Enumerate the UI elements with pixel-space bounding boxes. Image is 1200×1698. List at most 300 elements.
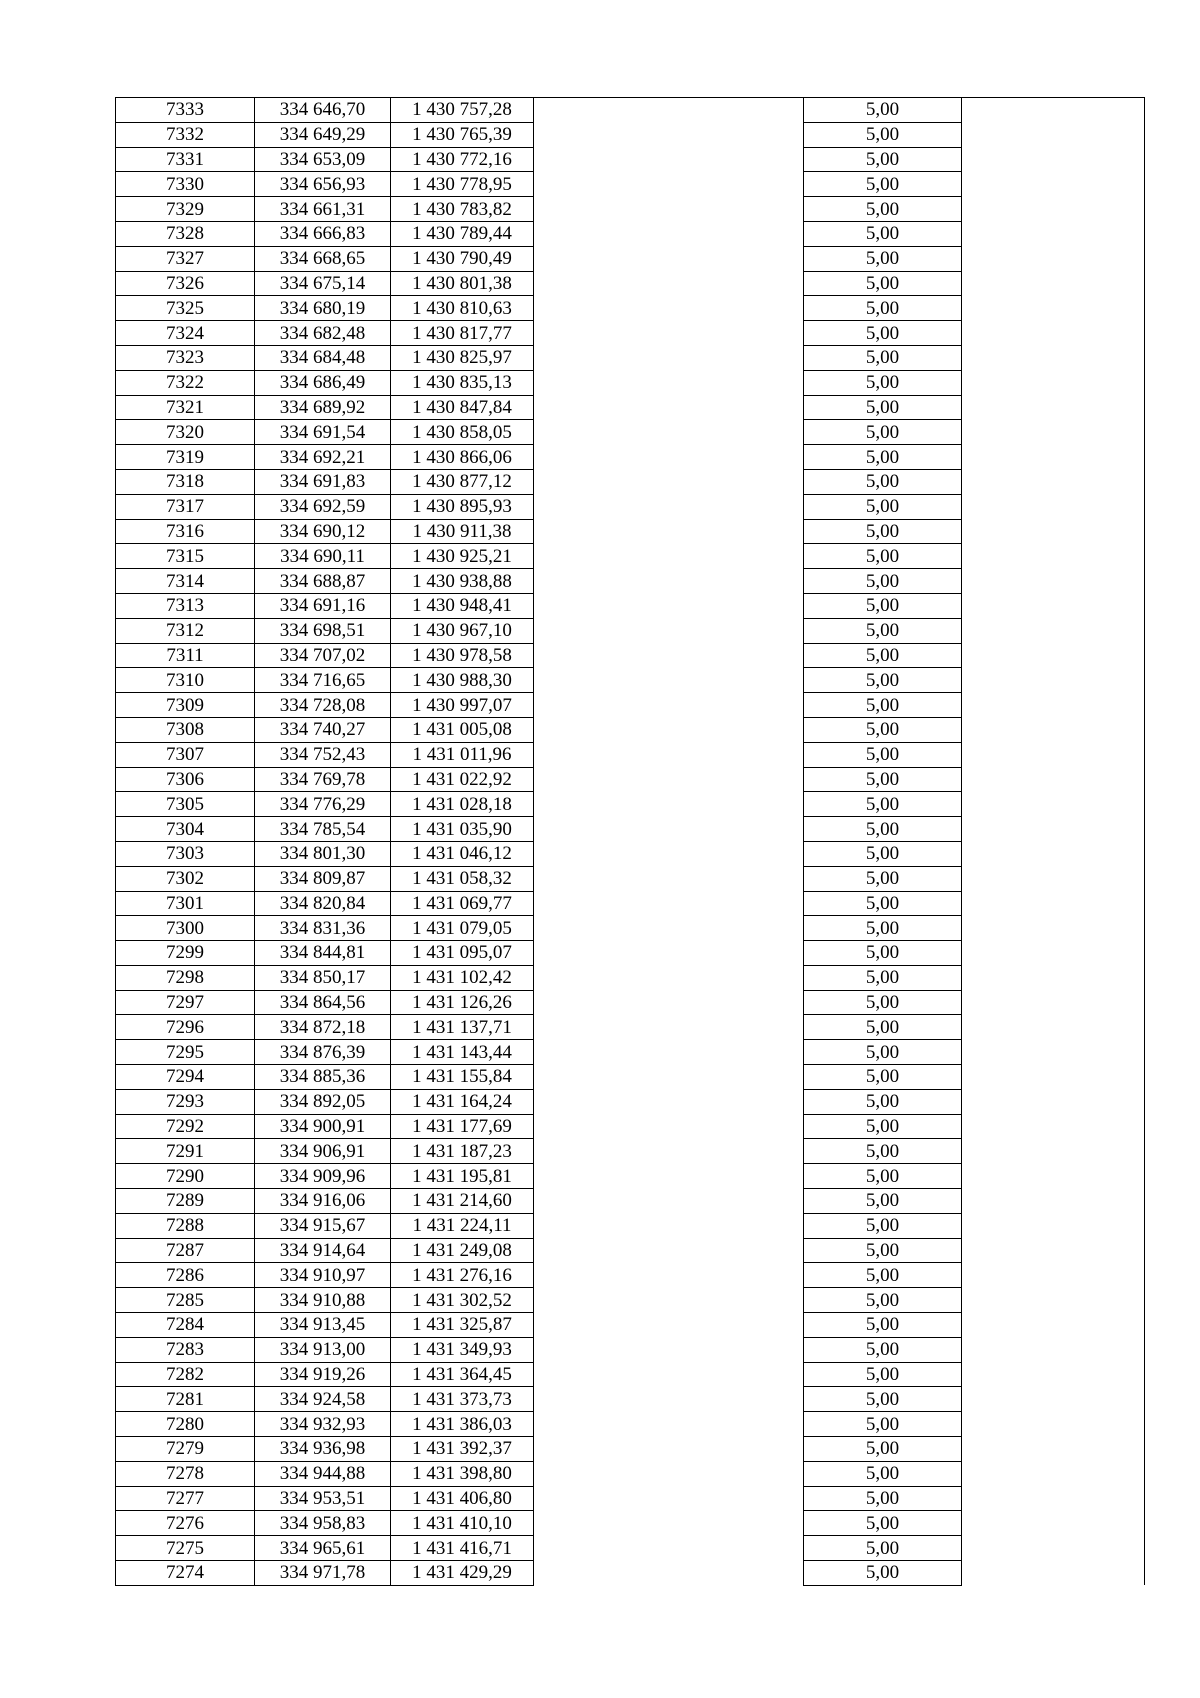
empty-cell	[962, 246, 1145, 271]
y-coordinate-cell: 1 431 079,05	[391, 916, 534, 941]
x-coordinate-cell: 334 844,81	[255, 941, 391, 966]
empty-cell	[962, 1387, 1145, 1412]
x-coordinate-cell: 334 656,93	[255, 172, 391, 197]
table-row	[116, 1486, 1145, 1511]
value-cell: 5,00	[804, 668, 962, 693]
empty-cell	[534, 1238, 804, 1263]
value-cell: 5,00	[804, 122, 962, 147]
table-row	[116, 494, 1145, 519]
x-coordinate-cell: 334 910,88	[255, 1288, 391, 1313]
y-coordinate-cell: 1 430 866,06	[391, 445, 534, 470]
y-coordinate-cell: 1 431 249,08	[391, 1238, 534, 1263]
point-number-cell: 7313	[116, 593, 255, 618]
empty-cell	[534, 1536, 804, 1561]
empty-cell	[534, 221, 804, 246]
empty-cell	[534, 841, 804, 866]
empty-cell	[962, 941, 1145, 966]
empty-cell	[534, 990, 804, 1015]
empty-cell	[534, 891, 804, 916]
empty-cell	[962, 767, 1145, 792]
x-coordinate-cell: 334 691,83	[255, 469, 391, 494]
y-coordinate-cell: 1 431 214,60	[391, 1189, 534, 1214]
y-coordinate-cell: 1 430 817,77	[391, 321, 534, 346]
x-coordinate-cell: 334 850,17	[255, 965, 391, 990]
empty-cell	[534, 1139, 804, 1164]
y-coordinate-cell: 1 431 028,18	[391, 792, 534, 817]
value-cell: 5,00	[804, 321, 962, 346]
table-row	[116, 1561, 1145, 1586]
x-coordinate-cell: 334 801,30	[255, 841, 391, 866]
table-row	[116, 817, 1145, 842]
coordinates-sheet	[115, 97, 1144, 1586]
point-number-cell: 7318	[116, 469, 255, 494]
table-row	[116, 965, 1145, 990]
value-cell: 5,00	[804, 1089, 962, 1114]
empty-cell	[534, 246, 804, 271]
empty-cell	[534, 345, 804, 370]
x-coordinate-cell: 334 885,36	[255, 1065, 391, 1090]
point-number-cell: 7288	[116, 1213, 255, 1238]
x-coordinate-cell: 334 680,19	[255, 296, 391, 321]
value-cell: 5,00	[804, 767, 962, 792]
empty-cell	[962, 643, 1145, 668]
y-coordinate-cell: 1 430 988,30	[391, 668, 534, 693]
value-cell: 5,00	[804, 891, 962, 916]
x-coordinate-cell: 334 692,21	[255, 445, 391, 470]
empty-cell	[534, 519, 804, 544]
empty-cell	[534, 916, 804, 941]
value-cell: 5,00	[804, 271, 962, 296]
value-cell: 5,00	[804, 990, 962, 1015]
value-cell: 5,00	[804, 693, 962, 718]
point-number-cell: 7319	[116, 445, 255, 470]
point-number-cell: 7320	[116, 420, 255, 445]
y-coordinate-cell: 1 431 224,11	[391, 1213, 534, 1238]
empty-cell	[534, 122, 804, 147]
empty-cell	[962, 1486, 1145, 1511]
table-row	[116, 1337, 1145, 1362]
empty-cell	[534, 693, 804, 718]
empty-cell	[534, 1486, 804, 1511]
x-coordinate-cell: 334 649,29	[255, 122, 391, 147]
table-row	[116, 445, 1145, 470]
table-row	[116, 1288, 1145, 1313]
point-number-cell: 7299	[116, 941, 255, 966]
y-coordinate-cell: 1 430 783,82	[391, 197, 534, 222]
value-cell: 5,00	[804, 98, 962, 123]
point-number-cell: 7333	[116, 98, 255, 123]
table-row	[116, 98, 1145, 123]
point-number-cell: 7300	[116, 916, 255, 941]
empty-cell	[534, 1461, 804, 1486]
table-row	[116, 370, 1145, 395]
y-coordinate-cell: 1 431 126,26	[391, 990, 534, 1015]
x-coordinate-cell: 334 740,27	[255, 717, 391, 742]
point-number-cell: 7285	[116, 1288, 255, 1313]
y-coordinate-cell: 1 431 046,12	[391, 841, 534, 866]
value-cell: 5,00	[804, 965, 962, 990]
y-coordinate-cell: 1 431 406,80	[391, 1486, 534, 1511]
empty-cell	[534, 395, 804, 420]
value-cell: 5,00	[804, 1387, 962, 1412]
value-cell: 5,00	[804, 1189, 962, 1214]
value-cell: 5,00	[804, 1337, 962, 1362]
empty-cell	[962, 1362, 1145, 1387]
x-coordinate-cell: 334 689,92	[255, 395, 391, 420]
empty-cell	[534, 817, 804, 842]
y-coordinate-cell: 1 430 911,38	[391, 519, 534, 544]
empty-cell	[962, 792, 1145, 817]
empty-cell	[534, 1561, 804, 1586]
value-cell: 5,00	[804, 817, 962, 842]
empty-cell	[534, 147, 804, 172]
table-row	[116, 742, 1145, 767]
point-number-cell: 7327	[116, 246, 255, 271]
empty-cell	[534, 1437, 804, 1462]
value-cell: 5,00	[804, 792, 962, 817]
x-coordinate-cell: 334 820,84	[255, 891, 391, 916]
point-number-cell: 7294	[116, 1065, 255, 1090]
x-coordinate-cell: 334 910,97	[255, 1263, 391, 1288]
empty-cell	[534, 172, 804, 197]
point-number-cell: 7328	[116, 221, 255, 246]
value-cell: 5,00	[804, 717, 962, 742]
table-row	[116, 420, 1145, 445]
y-coordinate-cell: 1 430 790,49	[391, 246, 534, 271]
empty-cell	[534, 271, 804, 296]
x-coordinate-cell: 334 688,87	[255, 569, 391, 594]
empty-cell	[962, 221, 1145, 246]
table-row	[116, 1263, 1145, 1288]
value-cell: 5,00	[804, 1461, 962, 1486]
y-coordinate-cell: 1 431 276,16	[391, 1263, 534, 1288]
y-coordinate-cell: 1 430 772,16	[391, 147, 534, 172]
x-coordinate-cell: 334 919,26	[255, 1362, 391, 1387]
table-row	[116, 1313, 1145, 1338]
point-number-cell: 7295	[116, 1040, 255, 1065]
x-coordinate-cell: 334 831,36	[255, 916, 391, 941]
value-cell: 5,00	[804, 618, 962, 643]
empty-cell	[534, 1015, 804, 1040]
point-number-cell: 7292	[116, 1114, 255, 1139]
empty-cell	[962, 668, 1145, 693]
empty-cell	[534, 1313, 804, 1338]
x-coordinate-cell: 334 690,11	[255, 544, 391, 569]
table-row	[116, 1189, 1145, 1214]
x-coordinate-cell: 334 690,12	[255, 519, 391, 544]
y-coordinate-cell: 1 431 095,07	[391, 941, 534, 966]
point-number-cell: 7289	[116, 1189, 255, 1214]
point-number-cell: 7304	[116, 817, 255, 842]
empty-cell	[962, 172, 1145, 197]
x-coordinate-cell: 334 913,45	[255, 1313, 391, 1338]
value-cell: 5,00	[804, 197, 962, 222]
empty-cell	[534, 98, 804, 123]
empty-cell	[962, 1313, 1145, 1338]
value-cell: 5,00	[804, 1536, 962, 1561]
y-coordinate-cell: 1 431 177,69	[391, 1114, 534, 1139]
table-row	[116, 1114, 1145, 1139]
empty-cell	[534, 197, 804, 222]
empty-cell	[962, 321, 1145, 346]
value-cell: 5,00	[804, 296, 962, 321]
value-cell: 5,00	[804, 1313, 962, 1338]
value-cell: 5,00	[804, 519, 962, 544]
empty-cell	[962, 271, 1145, 296]
empty-cell	[534, 494, 804, 519]
table-row	[116, 643, 1145, 668]
y-coordinate-cell: 1 430 978,58	[391, 643, 534, 668]
x-coordinate-cell: 334 906,91	[255, 1139, 391, 1164]
point-number-cell: 7283	[116, 1337, 255, 1362]
value-cell: 5,00	[804, 643, 962, 668]
y-coordinate-cell: 1 430 765,39	[391, 122, 534, 147]
empty-cell	[962, 990, 1145, 1015]
empty-cell	[962, 445, 1145, 470]
point-number-cell: 7311	[116, 643, 255, 668]
table-row	[116, 841, 1145, 866]
value-cell: 5,00	[804, 1213, 962, 1238]
x-coordinate-cell: 334 692,59	[255, 494, 391, 519]
y-coordinate-cell: 1 431 058,32	[391, 866, 534, 891]
x-coordinate-cell: 334 872,18	[255, 1015, 391, 1040]
empty-cell	[962, 1412, 1145, 1437]
empty-cell	[962, 866, 1145, 891]
empty-cell	[962, 593, 1145, 618]
table-row	[116, 1412, 1145, 1437]
table-row	[116, 569, 1145, 594]
table-row	[116, 1015, 1145, 1040]
empty-cell	[962, 891, 1145, 916]
empty-cell	[534, 445, 804, 470]
point-number-cell: 7291	[116, 1139, 255, 1164]
value-cell: 5,00	[804, 593, 962, 618]
empty-cell	[962, 1065, 1145, 1090]
y-coordinate-cell: 1 430 825,97	[391, 345, 534, 370]
empty-cell	[962, 370, 1145, 395]
table-row	[116, 717, 1145, 742]
empty-cell	[534, 1387, 804, 1412]
empty-cell	[962, 817, 1145, 842]
point-number-cell: 7286	[116, 1263, 255, 1288]
table-row	[116, 271, 1145, 296]
y-coordinate-cell: 1 430 847,84	[391, 395, 534, 420]
value-cell: 5,00	[804, 1288, 962, 1313]
point-number-cell: 7309	[116, 693, 255, 718]
empty-cell	[534, 767, 804, 792]
empty-cell	[962, 1189, 1145, 1214]
x-coordinate-cell: 334 953,51	[255, 1486, 391, 1511]
x-coordinate-cell: 334 707,02	[255, 643, 391, 668]
x-coordinate-cell: 334 971,78	[255, 1561, 391, 1586]
x-coordinate-cell: 334 776,29	[255, 792, 391, 817]
empty-cell	[534, 1213, 804, 1238]
point-number-cell: 7281	[116, 1387, 255, 1412]
value-cell: 5,00	[804, 1164, 962, 1189]
empty-cell	[534, 717, 804, 742]
point-number-cell: 7275	[116, 1536, 255, 1561]
empty-cell	[534, 643, 804, 668]
value-cell: 5,00	[804, 420, 962, 445]
empty-cell	[962, 742, 1145, 767]
point-number-cell: 7321	[116, 395, 255, 420]
empty-cell	[962, 420, 1145, 445]
point-number-cell: 7276	[116, 1511, 255, 1536]
table-row	[116, 1437, 1145, 1462]
value-cell: 5,00	[804, 221, 962, 246]
x-coordinate-cell: 334 661,31	[255, 197, 391, 222]
empty-cell	[534, 1362, 804, 1387]
table-row	[116, 1536, 1145, 1561]
x-coordinate-cell: 334 686,49	[255, 370, 391, 395]
point-number-cell: 7279	[116, 1437, 255, 1462]
empty-cell	[962, 1089, 1145, 1114]
empty-cell	[534, 941, 804, 966]
y-coordinate-cell: 1 431 022,92	[391, 767, 534, 792]
empty-cell	[534, 469, 804, 494]
point-number-cell: 7284	[116, 1313, 255, 1338]
x-coordinate-cell: 334 944,88	[255, 1461, 391, 1486]
empty-cell	[962, 569, 1145, 594]
empty-cell	[534, 1189, 804, 1214]
value-cell: 5,00	[804, 1486, 962, 1511]
y-coordinate-cell: 1 430 778,95	[391, 172, 534, 197]
empty-cell	[534, 1114, 804, 1139]
table-row	[116, 990, 1145, 1015]
x-coordinate-cell: 334 909,96	[255, 1164, 391, 1189]
table-row	[116, 1387, 1145, 1412]
table-row	[116, 172, 1145, 197]
empty-cell	[962, 717, 1145, 742]
empty-cell	[962, 1511, 1145, 1536]
table-row	[116, 519, 1145, 544]
table-row	[116, 395, 1145, 420]
point-number-cell: 7278	[116, 1461, 255, 1486]
value-cell: 5,00	[804, 544, 962, 569]
point-number-cell: 7323	[116, 345, 255, 370]
point-number-cell: 7324	[116, 321, 255, 346]
x-coordinate-cell: 334 682,48	[255, 321, 391, 346]
value-cell: 5,00	[804, 370, 962, 395]
point-number-cell: 7322	[116, 370, 255, 395]
y-coordinate-cell: 1 430 801,38	[391, 271, 534, 296]
point-number-cell: 7326	[116, 271, 255, 296]
value-cell: 5,00	[804, 1238, 962, 1263]
table-row	[116, 891, 1145, 916]
point-number-cell: 7314	[116, 569, 255, 594]
table-row	[116, 1139, 1145, 1164]
y-coordinate-cell: 1 431 392,37	[391, 1437, 534, 1462]
value-cell: 5,00	[804, 1015, 962, 1040]
empty-cell	[962, 147, 1145, 172]
empty-cell	[962, 1263, 1145, 1288]
empty-cell	[534, 1065, 804, 1090]
x-coordinate-cell: 334 668,65	[255, 246, 391, 271]
empty-cell	[962, 1461, 1145, 1486]
x-coordinate-cell: 334 965,61	[255, 1536, 391, 1561]
empty-cell	[962, 1015, 1145, 1040]
table-row	[116, 916, 1145, 941]
table-row	[116, 345, 1145, 370]
empty-cell	[534, 1511, 804, 1536]
y-coordinate-cell: 1 431 155,84	[391, 1065, 534, 1090]
value-cell: 5,00	[804, 941, 962, 966]
x-coordinate-cell: 334 913,00	[255, 1337, 391, 1362]
x-coordinate-cell: 334 914,64	[255, 1238, 391, 1263]
table-row	[116, 1065, 1145, 1090]
value-cell: 5,00	[804, 1412, 962, 1437]
empty-cell	[534, 866, 804, 891]
point-number-cell: 7298	[116, 965, 255, 990]
y-coordinate-cell: 1 430 925,21	[391, 544, 534, 569]
x-coordinate-cell: 334 809,87	[255, 866, 391, 891]
x-coordinate-cell: 334 916,06	[255, 1189, 391, 1214]
point-number-cell: 7312	[116, 618, 255, 643]
point-number-cell: 7280	[116, 1412, 255, 1437]
x-coordinate-cell: 334 698,51	[255, 618, 391, 643]
table-row	[116, 1461, 1145, 1486]
empty-cell	[962, 469, 1145, 494]
x-coordinate-cell: 334 785,54	[255, 817, 391, 842]
value-cell: 5,00	[804, 569, 962, 594]
value-cell: 5,00	[804, 147, 962, 172]
empty-cell	[962, 494, 1145, 519]
x-coordinate-cell: 334 716,65	[255, 668, 391, 693]
empty-cell	[534, 544, 804, 569]
table-row	[116, 1164, 1145, 1189]
point-number-cell: 7308	[116, 717, 255, 742]
point-number-cell: 7332	[116, 122, 255, 147]
x-coordinate-cell: 334 915,67	[255, 1213, 391, 1238]
y-coordinate-cell: 1 431 143,44	[391, 1040, 534, 1065]
y-coordinate-cell: 1 430 997,07	[391, 693, 534, 718]
empty-cell	[962, 1288, 1145, 1313]
x-coordinate-cell: 334 728,08	[255, 693, 391, 718]
table-row	[116, 544, 1145, 569]
empty-cell	[962, 1213, 1145, 1238]
value-cell: 5,00	[804, 172, 962, 197]
x-coordinate-cell: 334 876,39	[255, 1040, 391, 1065]
table-row	[116, 197, 1145, 222]
empty-cell	[534, 420, 804, 445]
x-coordinate-cell: 334 691,54	[255, 420, 391, 445]
empty-cell	[962, 1536, 1145, 1561]
empty-cell	[962, 1337, 1145, 1362]
value-cell: 5,00	[804, 1065, 962, 1090]
empty-cell	[534, 1164, 804, 1189]
empty-cell	[534, 668, 804, 693]
x-coordinate-cell: 334 864,56	[255, 990, 391, 1015]
table-row	[116, 122, 1145, 147]
x-coordinate-cell: 334 900,91	[255, 1114, 391, 1139]
empty-cell	[962, 544, 1145, 569]
y-coordinate-cell: 1 431 164,24	[391, 1089, 534, 1114]
point-number-cell: 7290	[116, 1164, 255, 1189]
value-cell: 5,00	[804, 246, 962, 271]
point-number-cell: 7315	[116, 544, 255, 569]
table-row	[116, 147, 1145, 172]
empty-cell	[534, 1040, 804, 1065]
value-cell: 5,00	[804, 1511, 962, 1536]
table-row	[116, 693, 1145, 718]
y-coordinate-cell: 1 431 349,93	[391, 1337, 534, 1362]
point-number-cell: 7331	[116, 147, 255, 172]
x-coordinate-cell: 334 666,83	[255, 221, 391, 246]
x-coordinate-cell: 334 646,70	[255, 98, 391, 123]
empty-cell	[962, 1238, 1145, 1263]
empty-cell	[962, 395, 1145, 420]
y-coordinate-cell: 1 430 938,88	[391, 569, 534, 594]
